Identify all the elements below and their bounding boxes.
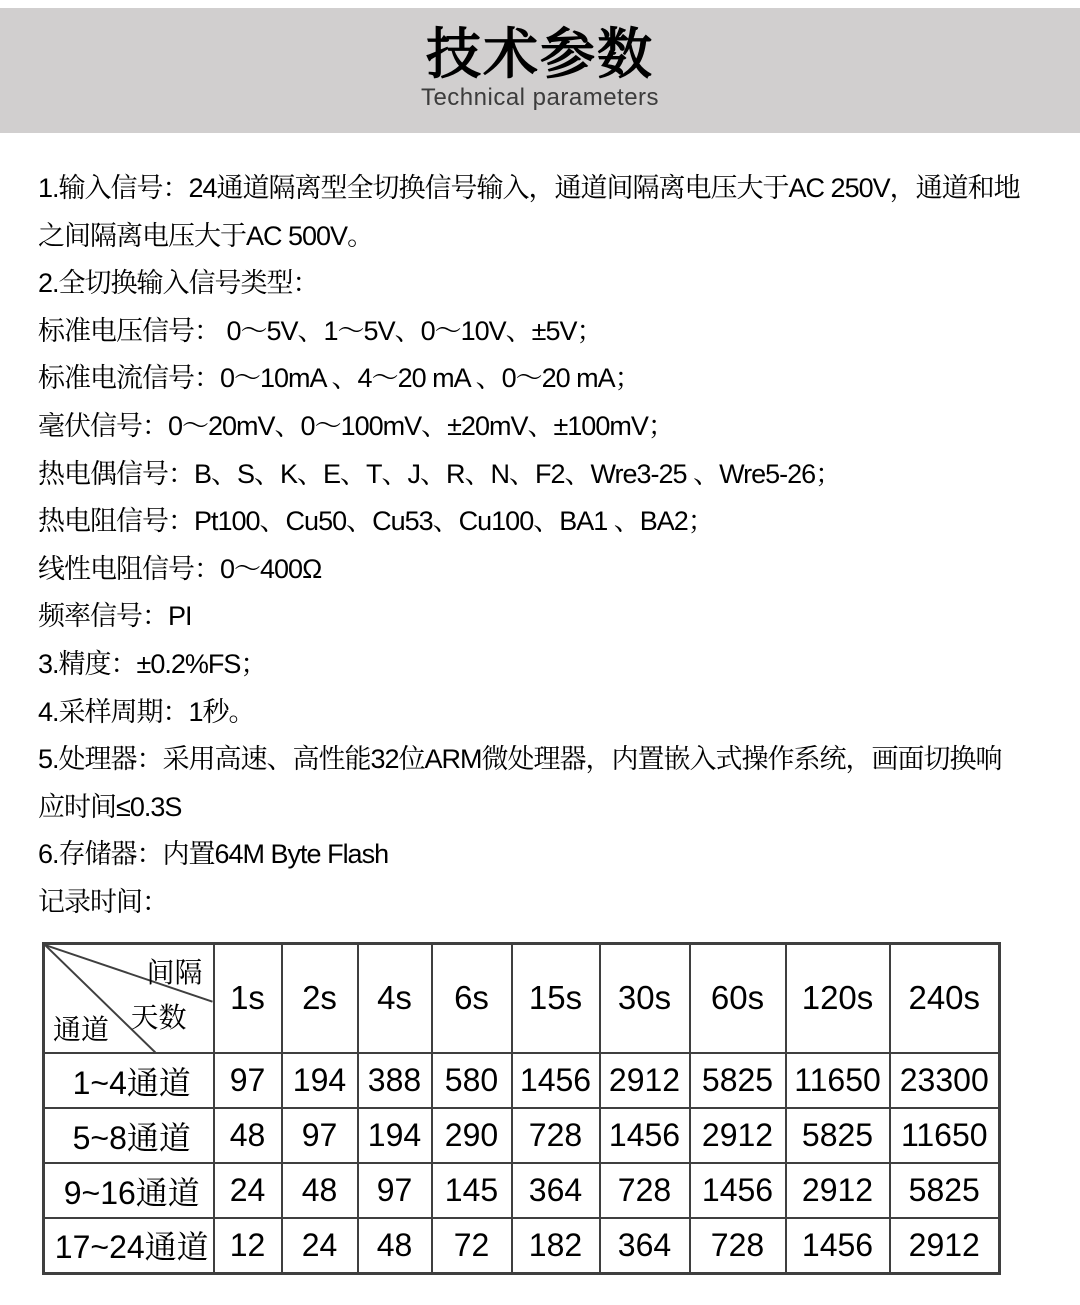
record-days-cell: 97 [358,1163,432,1218]
interval-header-15s: 15s [512,943,600,1053]
record-days-cell: 1456 [512,1053,600,1108]
record-days-cell: 11650 [786,1053,890,1108]
corner-days-label: 天数 [130,1002,187,1033]
spec-line-processor-wrap: 应时间≤0.3S [38,791,182,822]
interval-header-6s: 6s [432,943,512,1053]
record-days-cell: 97 [282,1108,358,1163]
interval-header-60s: 60s [690,943,786,1053]
record-days-cell: 182 [512,1218,600,1273]
spec-line-record-time-label: 记录时间： [38,886,168,917]
record-days-cell: 1456 [600,1108,690,1163]
table-row-ch17-24 [44,1218,1000,1273]
interval-header-120s: 120s [786,943,890,1053]
record-time-table [42,942,1001,1275]
spec-line-linear-resistance: 线性电阻信号：0～400Ω [38,553,322,584]
spec-line-signal-types: 2.全切换输入信号类型： [38,268,319,299]
spec-line-accuracy: 3.精度：±0.2%FS； [38,648,267,679]
spec-line-voltage-signal: 标准电压信号： 0～5V、1～5V、0～10V、±5V； [38,315,603,346]
record-days-cell: 2912 [890,1218,1000,1273]
record-days-cell: 24 [282,1218,358,1273]
page [0,8,1080,1305]
spec-line-thermocouple-signal: 热电偶信号：B、S、K、E、T、J、R、N、F2、Wre3-25 、Wre5-26； [38,458,842,489]
record-days-cell: 97 [214,1053,282,1108]
record-days-cell: 12 [214,1218,282,1273]
channel-row-label: 17~24通道 [44,1218,214,1273]
channel-row-label: 5~8通道 [44,1108,214,1163]
spec-list [38,165,1080,927]
corner-header-cell [44,943,214,1053]
spec-line-sampling-period: 4.采样周期：1秒。 [38,696,255,727]
table-row-ch9-16 [44,1163,1000,1218]
record-days-cell: 194 [282,1053,358,1108]
table-row-ch1-4 [44,1053,1000,1108]
record-days-cell: 728 [690,1218,786,1273]
interval-header-240s: 240s [890,943,1000,1053]
record-days-cell: 48 [214,1108,282,1163]
spec-line-rtd-signal: 热电阻信号：Pt100、Cu50、Cu53、Cu100、BA1 、BA2； [38,506,714,537]
header-banner [0,8,1080,133]
record-days-cell: 23300 [890,1053,1000,1108]
interval-header-1s: 1s [214,943,282,1053]
record-days-cell: 2912 [600,1053,690,1108]
corner-interval-label: 间隔 [146,956,203,988]
record-days-cell: 728 [600,1163,690,1218]
channel-row-label: 9~16通道 [44,1163,214,1218]
record-days-cell: 5825 [690,1053,786,1108]
spec-line-memory: 6.存储器：内置64M Byte Flash [38,839,389,870]
corner-channel-label: 通道 [53,1014,110,1045]
spec-line-millivolt-signal: 毫伏信号：0～20mV、0～100mV、±20mV、±100mV； [38,410,674,441]
table-row-ch5-8 [44,1108,1000,1163]
record-days-cell: 364 [600,1218,690,1273]
spec-line-processor: 5.处理器：采用高速、高性能32位ARM微处理器，内置嵌入式操作系统，画面切换响 [38,744,1002,775]
channel-row-label: 1~4通道 [44,1053,214,1108]
record-days-cell: 194 [358,1108,432,1163]
spec-line-input-signal-wrap: 之间隔离电压大于AC 500V。 [38,220,374,251]
record-days-cell: 728 [512,1108,600,1163]
interval-header-2s: 2s [282,943,358,1053]
spec-line-current-signal: 标准电流信号：0～10mA 、4～20 mA 、0～20 mA； [38,363,641,394]
record-days-cell: 48 [282,1163,358,1218]
page-title: 技术参数 [425,23,654,85]
record-days-cell: 1456 [690,1163,786,1218]
interval-header-4s: 4s [358,943,432,1053]
spec-line-input-signal: 1.输入信号：24通道隔离型全切换信号输入，通道间隔离电压大于AC 250V，通道和地 [38,173,1020,203]
record-days-cell: 145 [432,1163,512,1218]
spec-line-frequency-signal: 频率信号：PI [38,601,192,632]
interval-header-30s: 30s [600,943,690,1053]
record-days-cell: 72 [432,1218,512,1273]
record-days-cell: 364 [512,1163,600,1218]
record-days-cell: 5825 [890,1163,1000,1218]
record-days-cell: 48 [358,1218,432,1273]
page-subtitle: Technical parameters [420,84,660,111]
record-days-cell: 2912 [690,1108,786,1163]
record-days-cell: 290 [432,1108,512,1163]
record-days-cell: 24 [214,1163,282,1218]
record-days-cell: 11650 [890,1108,1000,1163]
table-header-row [44,943,1000,1053]
record-days-cell: 388 [358,1053,432,1108]
record-days-cell: 580 [432,1053,512,1108]
record-days-cell: 1456 [786,1218,890,1273]
record-days-cell: 2912 [786,1163,890,1218]
record-days-cell: 5825 [786,1108,890,1163]
